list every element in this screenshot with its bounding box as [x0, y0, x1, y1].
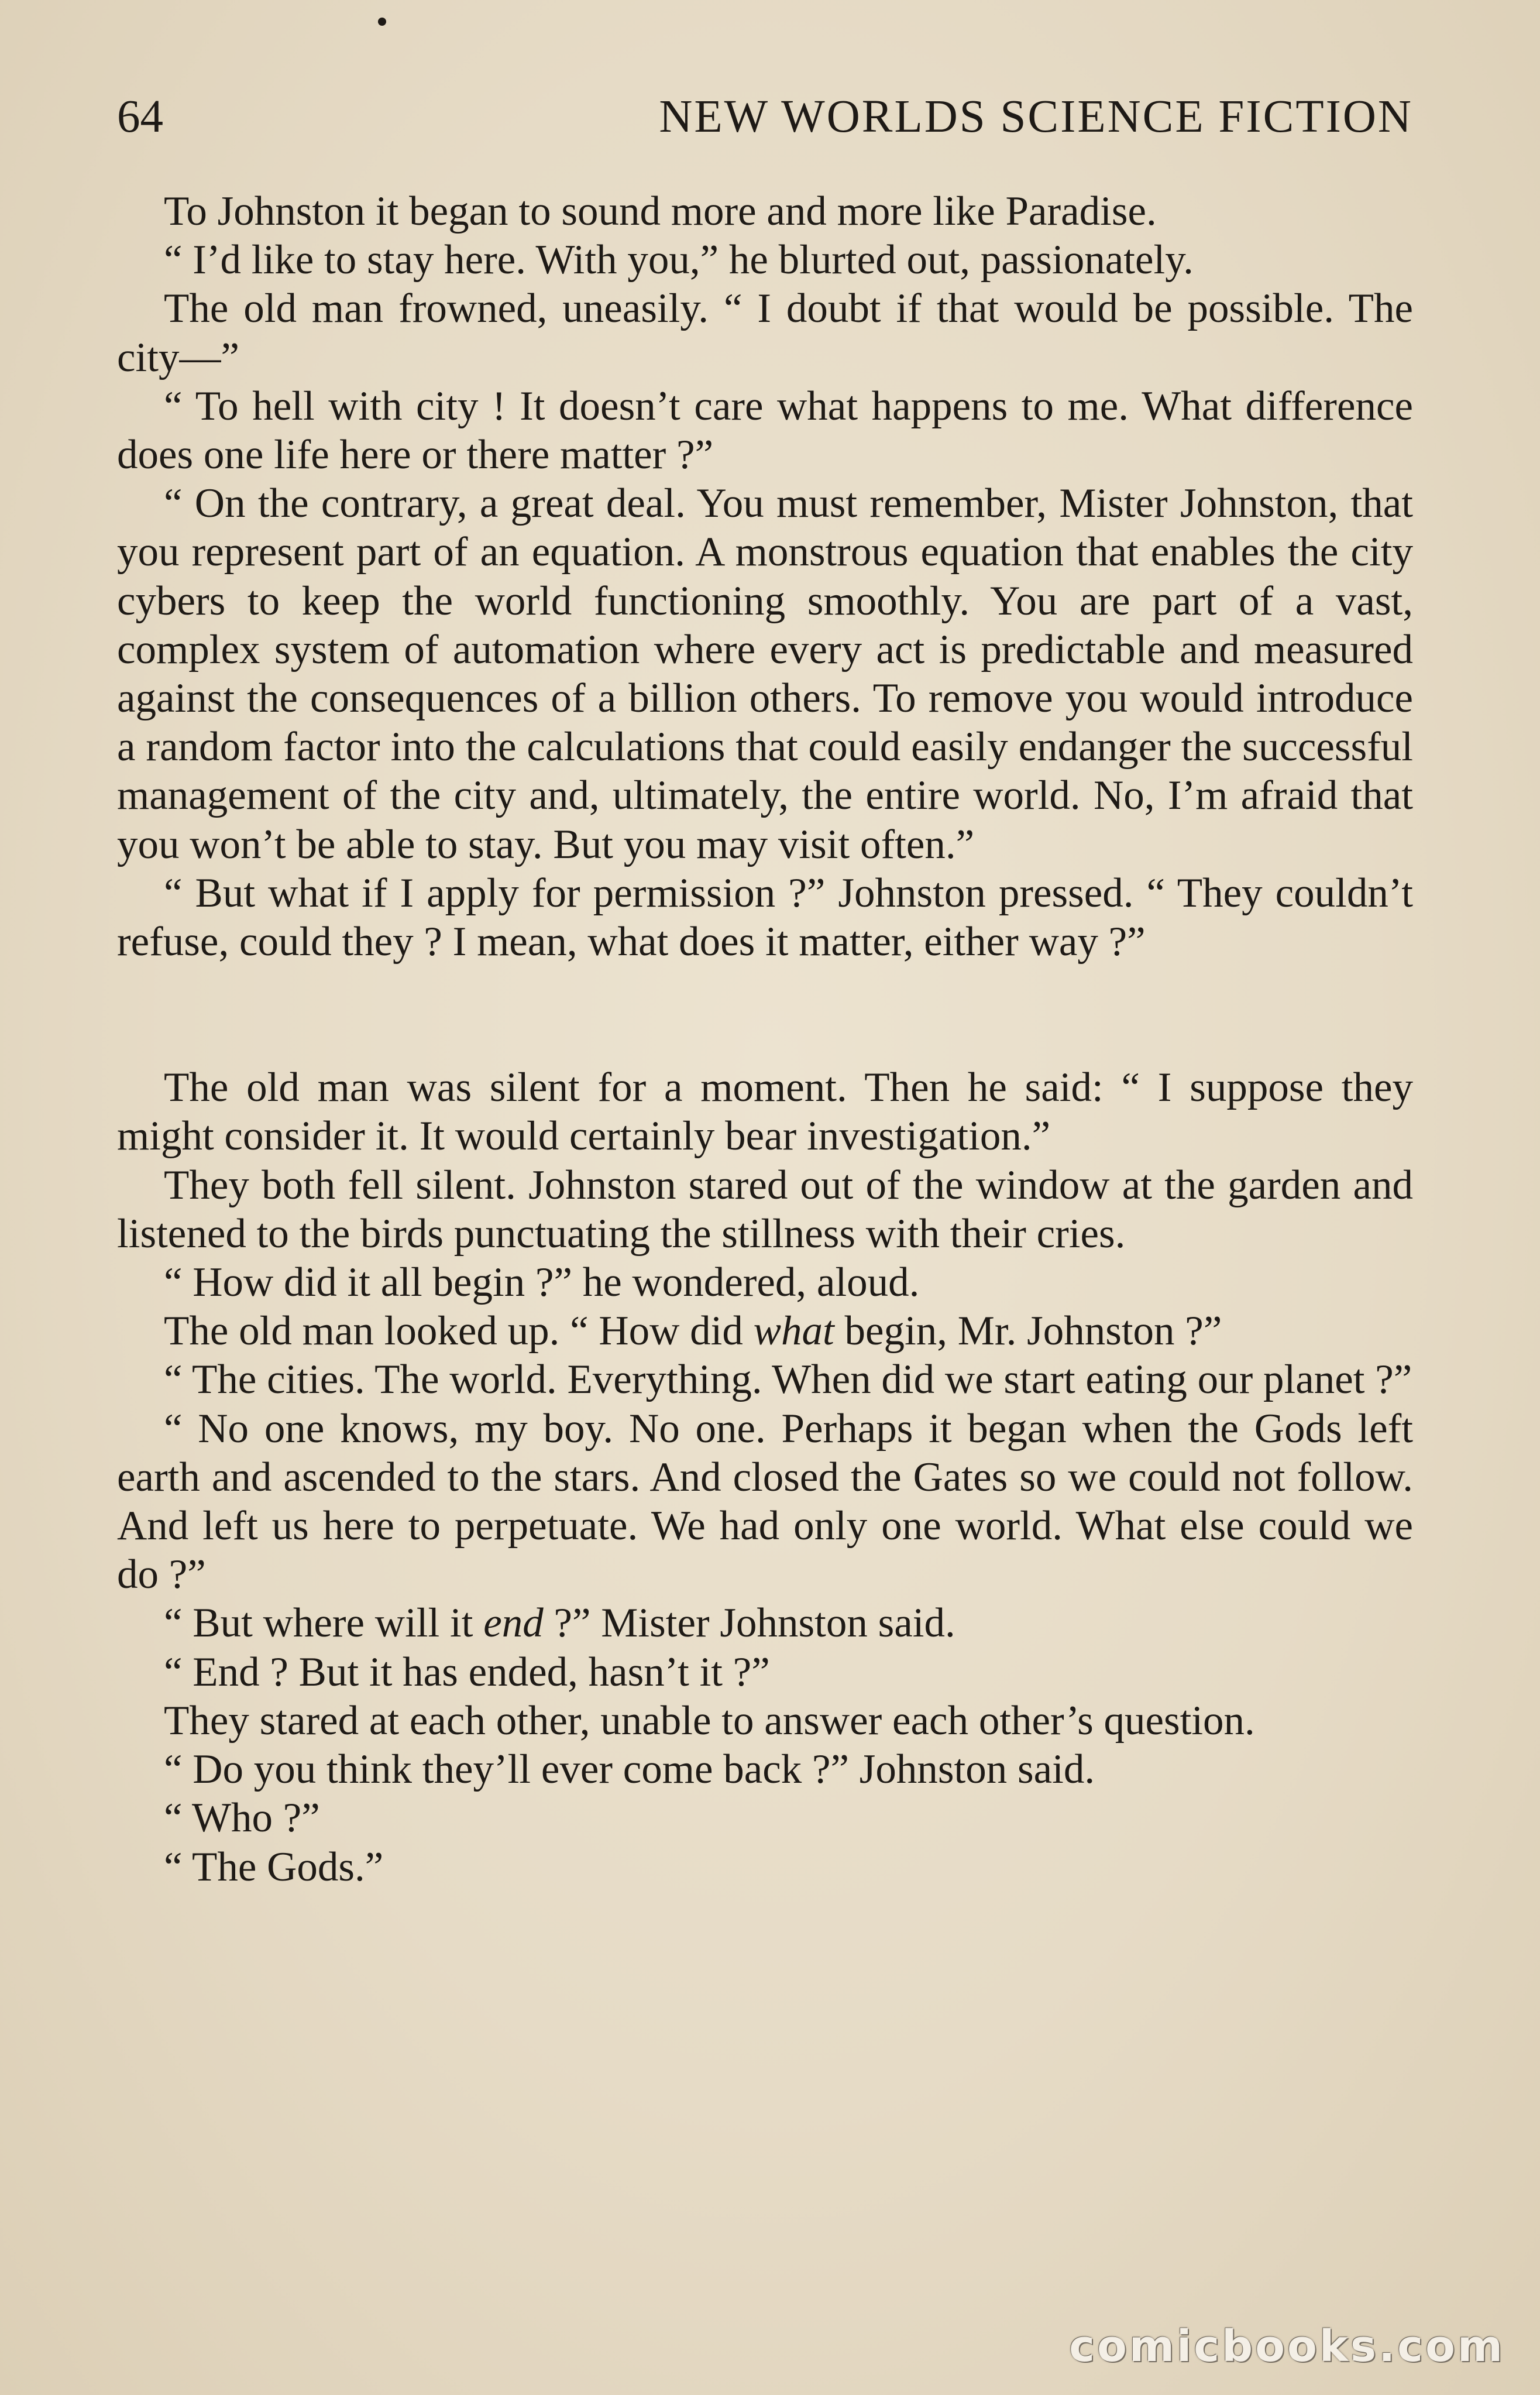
paragraph: “ I’d like to stay here. With you,” he blurted out, passionately.: [164, 237, 1194, 283]
paragraph: “ Do you think they’ll ever come back ?” Johnston said.: [164, 1747, 1095, 1793]
paragraph-text: “ But where will it: [164, 1600, 484, 1646]
ink-speck: [378, 18, 386, 26]
paragraph: The old man was silent for a moment. Then he said: “ I suppose they might consider it. It would certainly bear investigation.”: [117, 1065, 1413, 1159]
paragraph: “ No one knows, my boy. No one. Perhaps it began when the Gods left earth and ascended to the stars. And closed the Gates so we could not follow. And left us here to perpetuate. We had only one world. What else could we do ?”: [117, 1405, 1413, 1598]
paragraph: To Johnston it began to sound more and more like Paradise.: [164, 188, 1157, 234]
paragraph: They both fell silent. Johnston stared out of the window at the garden and listened to the birds punctuating the stillness with their cries.: [117, 1162, 1413, 1257]
body-text: [117, 187, 1413, 1892]
paragraph: The old man frowned, uneasily. “ I doubt if that would be possible. The city—”: [117, 286, 1413, 380]
watermark: comicbooks.com: [1069, 2321, 1505, 2372]
paragraph: They stared at each other, unable to answer each other’s question.: [164, 1697, 1255, 1744]
paragraph-text: The old man looked up. “ How did: [164, 1308, 754, 1354]
page-number: 64: [117, 91, 163, 142]
paragraph: “ How did it all begin ?” he wondered, aloud.: [164, 1260, 920, 1306]
paragraph: “ The cities. The world. Everything. When did we start eating our planet ?”: [164, 1357, 1412, 1403]
paragraph-text: begin, Mr. Johnston ?”: [834, 1308, 1222, 1354]
section-break: [117, 966, 1413, 1063]
paragraph: [117, 1307, 1413, 1356]
emphasis: end: [483, 1600, 544, 1646]
paragraph: “ End ? But it has ended, hasn’t it ?”: [164, 1649, 770, 1695]
paragraph: “ The Gods.”: [164, 1844, 384, 1890]
paragraph: “ Who ?”: [164, 1795, 320, 1841]
paragraph: “ On the contrary, a great deal. You must remember, Mister Johnston, that you represent part of an equation. A monstrous equation that enables the city cybers to keep the world functioning smoothly. You are part of a vast, complex system of automation where every act is predictable and measured against the consequences of a billion others. To remove you would introduce a random factor into the calculations that could easily endanger the successful management of the city and, ultimately, the entire world. No, I’m afraid that you won’t be able to stay. But you may visit often.”: [117, 481, 1413, 867]
paragraph: “ But what if I apply for permission ?” Johnston pressed. “ They couldn’t refuse, could they ? I mean, what does it matter, either way ?”: [117, 870, 1413, 965]
page-header: [117, 88, 1413, 146]
paragraph-text: ?” Mister Johnston said.: [543, 1600, 955, 1646]
paragraph: “ To hell with city ! It doesn’t care what happens to me. What difference does one life here or there matter ?”: [117, 383, 1413, 478]
emphasis: what: [753, 1308, 834, 1354]
running-head: NEW WORLDS SCIENCE FICTION: [659, 91, 1413, 142]
paragraph: [117, 1599, 1413, 1648]
